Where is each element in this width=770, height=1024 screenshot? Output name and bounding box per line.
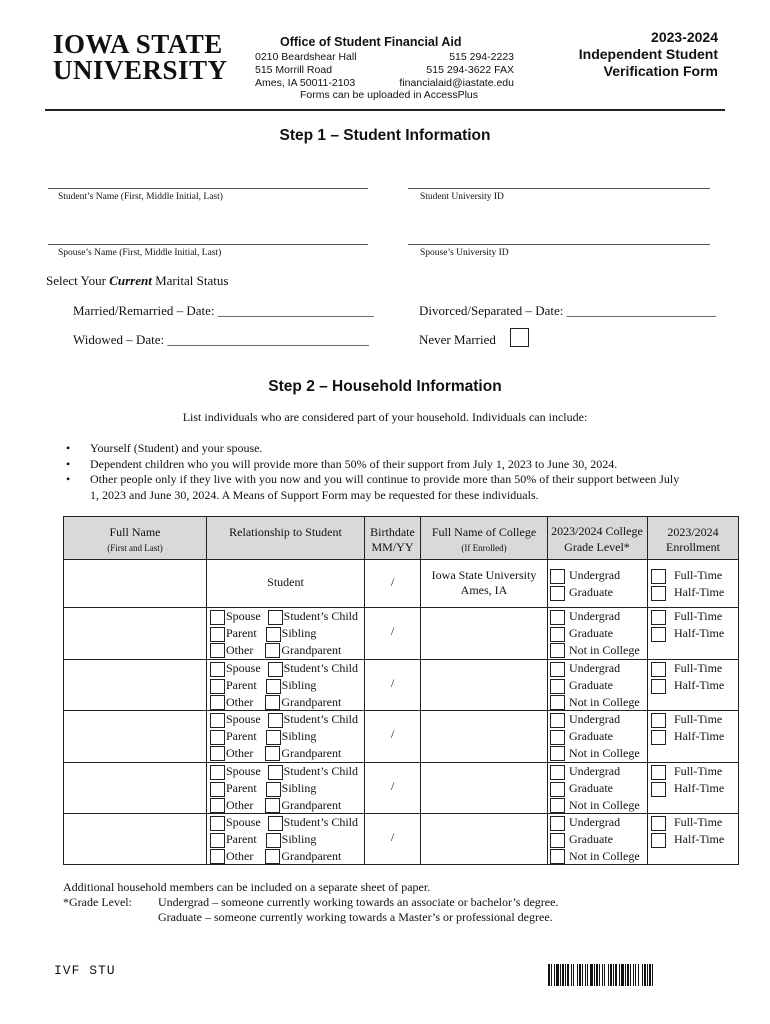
grade-options: Undergrad Graduate Not in College: [550, 660, 640, 710]
relationship-options: Spouse Student’s Child Parent Sibling Other Grandparent: [210, 608, 358, 658]
household-intro: List individuals who are considered part of your household. Individuals can include:: [182, 410, 588, 424]
college-name-field[interactable]: [422, 661, 545, 707]
grandparent-checkbox[interactable]: [265, 695, 280, 710]
office-address: 0210 Beardshear Hall 515 Morrill Road Ames, IA 50011-2103: [255, 51, 357, 89]
students-child-checkbox[interactable]: [268, 662, 283, 677]
grade-options: Undergrad Graduate Not in College: [550, 814, 640, 864]
birthdate-field[interactable]: /: [390, 676, 395, 690]
enrollment-options: Full-Time Half-Time: [651, 763, 724, 797]
table-row-student: [64, 559, 738, 607]
spouse-checkbox[interactable]: [210, 713, 225, 728]
other-checkbox[interactable]: [210, 798, 225, 813]
grade-options: Undergrad Graduate: [550, 567, 620, 601]
full-time-checkbox[interactable]: [651, 816, 666, 831]
member-full-name-field[interactable]: [66, 609, 204, 655]
never-married-label: Never Married: [419, 332, 496, 347]
half-time-checkbox[interactable]: [651, 833, 666, 848]
grade-options: Undergrad Graduate Not in College: [550, 608, 640, 658]
full-time-checkbox[interactable]: [651, 610, 666, 625]
step2-title: Step 2 – Household Information: [268, 378, 502, 395]
other-checkbox[interactable]: [210, 643, 225, 658]
barcode: [548, 964, 724, 986]
half-time-checkbox[interactable]: [651, 782, 666, 797]
member-full-name-field[interactable]: [66, 815, 204, 861]
form-title-block: [560, 29, 718, 80]
other-checkbox[interactable]: [210, 849, 225, 864]
relationship-options: Spouse Student’s Child Parent Sibling Other Grandparent: [210, 711, 358, 761]
birthdate-field[interactable]: /: [390, 830, 395, 844]
half-time-checkbox[interactable]: [651, 679, 666, 694]
parent-checkbox[interactable]: [210, 679, 225, 694]
student-name-label: Student’s Name (First, Middle Initial, Last): [58, 192, 223, 202]
bullet-item: Dependent children who you will provide more than 50% of their support from July 1, 2023 to June 30, 2024.: [90, 456, 618, 471]
grandparent-checkbox[interactable]: [265, 798, 280, 813]
table-row: [64, 762, 738, 813]
full-time-checkbox[interactable]: [651, 662, 666, 677]
member-full-name-field[interactable]: [66, 661, 204, 707]
college-iowa-state: Iowa State University Ames, IA: [431, 568, 537, 597]
not-in-college-checkbox[interactable]: [550, 798, 565, 813]
students-child-checkbox[interactable]: [268, 610, 283, 625]
college-name-field[interactable]: [422, 764, 545, 810]
relationship-options: Spouse Student’s Child Parent Sibling Other Grandparent: [210, 814, 358, 864]
household-table: [63, 516, 739, 865]
enrollment-options: Full-Time Half-Time: [651, 711, 724, 745]
spouse-id-label: Spouse’s University ID: [420, 248, 509, 258]
header-birthdate: Birthdate: [370, 525, 415, 539]
student-full-name-field[interactable]: [66, 561, 204, 605]
widowed-date-field[interactable]: Widowed – Date: _______________________________: [73, 332, 369, 347]
spouse-checkbox[interactable]: [210, 610, 225, 625]
university-logo-line1: IOWA STATE: [53, 29, 223, 59]
full-time-checkbox[interactable]: [651, 569, 666, 584]
student-name-field[interactable]: [48, 188, 368, 189]
form-code: IVF STU: [54, 963, 116, 978]
household-bullets: • Yourself (Student) and your spouse. • Dependent children who you will provide more than 50% of their support from July 1, 2023 to June 30, 2024. • Other people only if they live with you now and you will continue to provide more than 50% of their support between July 1, 2023 and June 30, 2024. A Means of Support Form may be requested for these individuals.: [66, 441, 680, 502]
graduate-checkbox[interactable]: [550, 833, 565, 848]
graduate-definition: Graduate – someone currently working towards a Master’s or professional degree.: [158, 910, 553, 924]
undergrad-checkbox[interactable]: [550, 569, 565, 584]
sibling-checkbox[interactable]: [266, 679, 281, 694]
graduate-checkbox[interactable]: [550, 730, 565, 745]
not-in-college-checkbox[interactable]: [550, 849, 565, 864]
step1-title: Step 1 – Student Information: [279, 127, 491, 144]
grandparent-checkbox[interactable]: [265, 643, 280, 658]
student-id-label: Student University ID: [420, 192, 504, 202]
header-college: Full Name of College: [431, 525, 537, 539]
table-row: [64, 710, 738, 762]
college-name-field[interactable]: [422, 609, 545, 655]
relationship-options: Spouse Student’s Child Parent Sibling Other Grandparent: [210, 763, 358, 813]
sibling-checkbox[interactable]: [266, 627, 281, 642]
header-grade-level-2: Grade Level*: [564, 540, 630, 554]
table-row: [64, 813, 738, 864]
full-time-checkbox[interactable]: [651, 713, 666, 728]
other-checkbox[interactable]: [210, 746, 225, 761]
undergrad-checkbox[interactable]: [550, 713, 565, 728]
sibling-checkbox[interactable]: [266, 833, 281, 848]
students-child-checkbox[interactable]: [268, 713, 283, 728]
divorced-date-field[interactable]: Divorced/Separated – Date: _______________________: [419, 303, 717, 318]
grandparent-checkbox[interactable]: [265, 849, 280, 864]
not-in-college-checkbox[interactable]: [550, 746, 565, 761]
birthdate-field[interactable]: /: [390, 727, 395, 741]
header-enrollment: 2023/2024: [667, 525, 719, 539]
sibling-checkbox[interactable]: [266, 730, 281, 745]
enrollment-options: Full-Time Half-Time: [651, 608, 724, 642]
parent-checkbox[interactable]: [210, 833, 225, 848]
grade-options: Undergrad Graduate Not in College: [550, 763, 640, 813]
bullet-item-continued: 1, 2023 and June 30, 2024. A Means of Support Form may be requested for these individuals.: [90, 487, 539, 502]
undergrad-checkbox[interactable]: [550, 662, 565, 677]
undergrad-checkbox[interactable]: [550, 765, 565, 780]
parent-checkbox[interactable]: [210, 782, 225, 797]
header-full-name-sub: (First and Last): [107, 543, 163, 553]
married-date-field[interactable]: Married/Remarried – Date: ________________________: [73, 303, 374, 318]
form-title-line1: Independent Student: [578, 46, 718, 62]
other-checkbox[interactable]: [210, 695, 225, 710]
header-full-name: Full Name: [109, 525, 161, 539]
never-married-checkbox[interactable]: [510, 328, 529, 347]
college-name-field[interactable]: [422, 712, 545, 758]
header-college-sub: (If Enrolled): [461, 543, 507, 553]
full-time-checkbox[interactable]: [651, 765, 666, 780]
spouse-checkbox[interactable]: [210, 765, 225, 780]
students-child-checkbox[interactable]: [268, 765, 283, 780]
bullet-item: Other people only if they live with you now and you will continue to provide more than 50% of their support between July: [90, 472, 680, 486]
parent-checkbox[interactable]: [210, 730, 225, 745]
birthdate-field[interactable]: /: [390, 779, 395, 793]
spouse-name-label: Spouse’s Name (First, Middle Initial, Last): [58, 248, 222, 258]
grade-level-key: *Grade Level:: [63, 895, 132, 909]
table-row: [64, 607, 738, 659]
upload-note: Forms can be uploaded in AccessPlus: [300, 89, 479, 101]
member-full-name-field[interactable]: [66, 764, 204, 810]
undergrad-checkbox[interactable]: [550, 816, 565, 831]
form-year: 2023-2024: [651, 29, 718, 45]
relationship-options: Spouse Student’s Child Parent Sibling Other Grandparent: [210, 660, 358, 710]
not-in-college-checkbox[interactable]: [550, 643, 565, 658]
grade-options: Undergrad Graduate Not in College: [550, 711, 640, 761]
office-contact: 515 294-2223 515 294-3622 FAX financialaid@iastate.edu: [399, 51, 514, 89]
undergrad-definition: Undergrad – someone currently working towards an associate or bachelor’s degree.: [158, 895, 559, 909]
header-enrollment-2: Enrollment: [666, 540, 720, 554]
office-title: Office of Student Financial Aid: [280, 35, 462, 49]
parent-checkbox[interactable]: [210, 627, 225, 642]
member-full-name-field[interactable]: [66, 712, 204, 758]
half-time-checkbox[interactable]: [651, 627, 666, 642]
additional-members-note: Additional household members can be included on a separate sheet of paper.: [63, 880, 431, 894]
header-birthdate-format: MM/YY: [371, 540, 414, 554]
half-time-checkbox[interactable]: [651, 586, 666, 601]
graduate-checkbox[interactable]: [550, 782, 565, 797]
bullet-item: Yourself (Student) and your spouse.: [90, 441, 263, 455]
enrollment-options: Full-Time Half-Time: [651, 814, 724, 848]
relationship-student: Student: [267, 575, 304, 589]
university-logo-line2: UNIVERSITY: [53, 55, 228, 85]
spouse-name-field[interactable]: [48, 244, 368, 245]
spouse-checkbox[interactable]: [210, 816, 225, 831]
not-in-college-checkbox[interactable]: [550, 695, 565, 710]
spouse-id-field[interactable]: [408, 244, 710, 245]
college-name-field[interactable]: [422, 815, 545, 861]
students-child-checkbox[interactable]: [268, 816, 283, 831]
sibling-checkbox[interactable]: [266, 782, 281, 797]
enrollment-options: Full-Time Half-Time: [651, 660, 724, 694]
header-divider: [45, 109, 725, 111]
undergrad-checkbox[interactable]: [550, 610, 565, 625]
birthdate-field[interactable]: /: [390, 575, 395, 589]
form-title-line2: Verification Form: [603, 63, 718, 79]
marital-status-prompt: Select Your Current Marital Status: [46, 273, 229, 288]
student-id-field[interactable]: [408, 188, 710, 189]
graduate-checkbox[interactable]: [550, 627, 565, 642]
graduate-checkbox[interactable]: [550, 679, 565, 694]
birthdate-field[interactable]: /: [390, 624, 395, 638]
table-row: [64, 659, 738, 710]
spouse-checkbox[interactable]: [210, 662, 225, 677]
graduate-checkbox[interactable]: [550, 586, 565, 601]
half-time-checkbox[interactable]: [651, 730, 666, 745]
barcode-bar: [653, 964, 655, 986]
grandparent-checkbox[interactable]: [265, 746, 280, 761]
header-relationship: Relationship to Student: [229, 525, 342, 539]
header-grade-level: 2023/2024 College: [551, 524, 643, 538]
enrollment-options: Full-Time Half-Time: [651, 567, 724, 601]
